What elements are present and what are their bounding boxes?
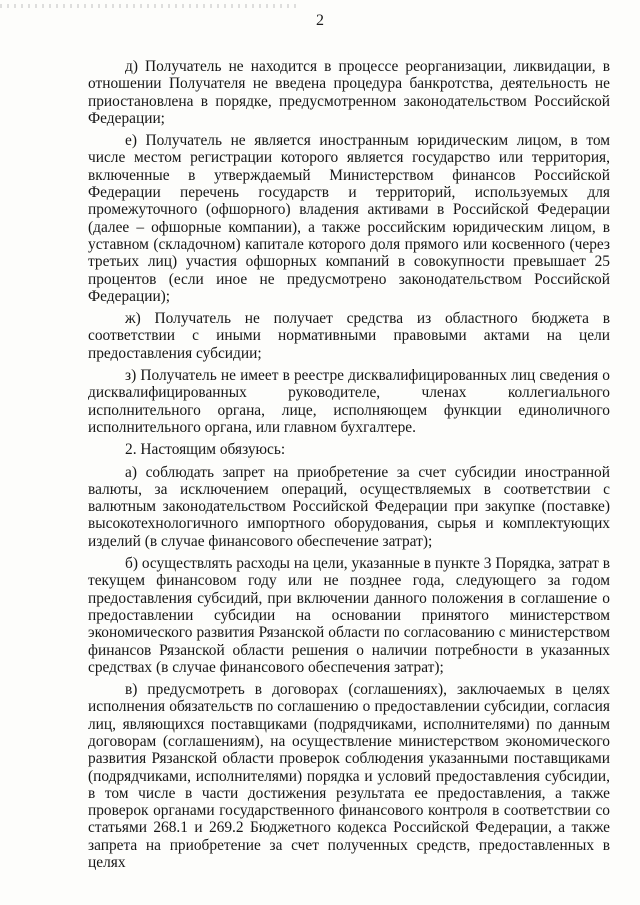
page-number: 2 [316, 12, 324, 29]
obligation-b: б) осуществлять расходы на цели, указанные в пункте 3 Порядка, затрат в текущем финансовом году или не позднее года, следующего за годом предоставления субсидий, при включении данного положения в соглашение о предоставлении субсидии на основании принятого министерством экономического развития Рязанской области по согласованию с министерством финансов Рязанской области решения о наличии потребности в указанных средствах (в случае финансового обеспечения затрат); [88, 555, 610, 676]
obligation-a: а) соблюдать запрет на приобретение за счет субсидии иностранной валюты, за исключением операций, осуществляемых в соответствии с валютным законодательством Российской Федерации при закупке (поставке) высокотехнологичного импортного оборудования, сырья и комплектующих изделий (в случае финансового обеспечение затрат); [88, 463, 610, 550]
section-2-heading: 2. Настоящим обязуюсь: [125, 441, 286, 459]
clause-d: д) Получатель не находится в процессе реорганизации, ликвидации, в отношении Получателя не введена процедура банкротства, деятельность не приостановлена в порядке, предусмотренном законодательством Российской Федерации; [88, 58, 610, 127]
obligation-v: в) предусмотреть в договорах (соглашениях), заключаемых в целях исполнения обязательств по соглашению о предоставлении субсидии, согласия лиц, являющихся поставщиками (подрядчиками, исполнителями) по данным договорам (соглашениям), на осуществление министерством экономического развития Рязанской области проверок соблюдения указанными поставщиками (подрядчиками, исполнителями) порядка и условий предоставления субсидии, в том числе в части достижения результата ее предоставления, а также проверок органами государственного финансового контроля в соответствии со статьями 268.1 и 269.2 Бюджетного кодекса Российской Федерации, а также запрета на приобретение за счет полученных средств, предоставленных в целях [88, 681, 610, 872]
scan-artifact [0, 4, 300, 8]
clause-e: е) Получатель не является иностранным юридическим лицом, в том числе местом регистрации которого является государство или территория, включенные в утверждаемый Министерством финансов Российской Федерации перечень государств и территорий, используемых для промежуточного (офшорного) владения активами в Российской Федерации (далее – офшорные компании), а также российским юридическим лицом, в уставном (складочном) капитале которого доля прямого или косвенного (через третьих лиц) участия офшорных компаний в совокупности превышает 25 процентов (если иное не предусмотрено законодательством Российской Федерации); [88, 132, 610, 305]
clause-z: з) Получатель не имеет в реестре дисквалифицированных лиц сведения о дисквалифицированных руководителе, членах коллегиального исполнительного органа, лице, исполняющем функции единоличного исполнительного органа, или главном бухгалтере. [88, 367, 610, 436]
clause-zh: ж) Получатель не получает средства из областного бюджета в соответствии с иными нормативными правовыми актами на цели предоставления субсидии; [88, 310, 610, 362]
document-body [88, 58, 610, 871]
